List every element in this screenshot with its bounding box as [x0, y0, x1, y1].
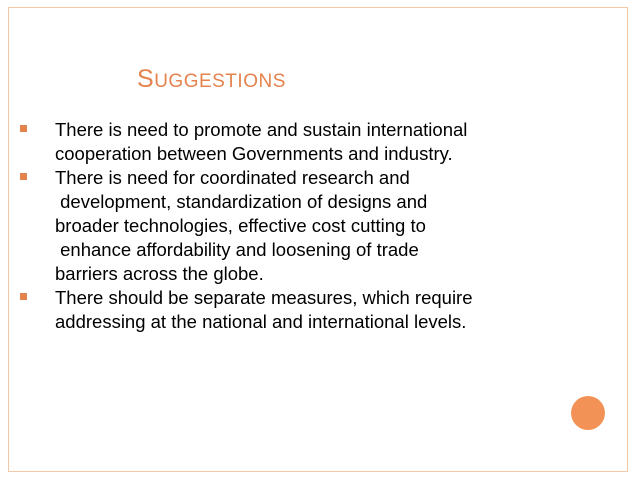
- bullet-list: [20, 118, 580, 334]
- bullet-item: [20, 166, 580, 286]
- bullet-square-icon: [20, 125, 27, 132]
- bullet-line: cooperation between Governments and industry.: [55, 143, 453, 164]
- bullet-line: There should be separate measures, which require: [55, 287, 473, 308]
- bullet-square-icon: [20, 293, 27, 300]
- slide-title: [137, 60, 286, 92]
- bullet-line: There is need for coordinated research and: [55, 167, 410, 188]
- bullet-line: enhance affordability and loosening of trade: [55, 239, 419, 260]
- bullet-item: [20, 286, 580, 334]
- bullet-square-icon: [20, 173, 27, 180]
- bullet-line: development, standardization of designs and: [55, 191, 428, 212]
- slide-title-rest: UGGESTIONS: [154, 71, 286, 92]
- decorative-circle-icon: [571, 396, 605, 430]
- bullet-line: addressing at the national and international levels.: [55, 311, 467, 332]
- bullet-line: There is need to promote and sustain international: [55, 119, 468, 140]
- bullet-line: broader technologies, effective cost cutting to: [55, 215, 426, 236]
- bullet-line: barriers across the globe.: [55, 263, 264, 284]
- slide-title-initial: S: [137, 65, 155, 93]
- bullet-item: [20, 118, 580, 166]
